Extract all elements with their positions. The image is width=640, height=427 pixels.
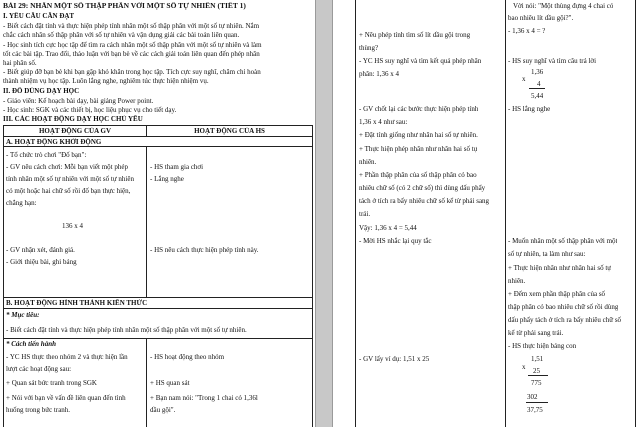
teacher-text: thùng?	[359, 44, 379, 52]
calc2-factor-2: 25	[533, 367, 540, 375]
student-text: - 1,36 x 4 = ?	[508, 27, 546, 35]
student-text: - HS tham gia chơi	[150, 163, 204, 171]
teacher-text: - Tổ chức trò chơi "Đố bạn":	[6, 151, 87, 159]
example-expression: 136 x 4	[62, 222, 83, 230]
calc2-partial-1: 775	[531, 379, 542, 387]
student-text: - HS suy nghĩ và tìm câu trả lời	[508, 57, 597, 65]
teacher-text: - Giới thiệu bài, ghi bảng	[6, 258, 77, 266]
times-sign: x	[522, 363, 526, 371]
section-activities: III. CÁC HOẠT ĐỘNG DẠY HỌC CHỦ YẾU	[3, 115, 143, 123]
student-text: - Lắng nghe	[150, 175, 184, 183]
student-text: bao nhiêu lít dầu gội?".	[508, 14, 574, 22]
student-text: - HS lắng nghe	[508, 105, 551, 113]
material-line: - Giáo viên: Kế hoạch bài dạy, bài giảng Power point.	[3, 97, 154, 105]
student-text: nhiên.	[508, 277, 526, 285]
teacher-text: - GV chốt lại các bước thực hiện phép tính	[359, 105, 479, 113]
objective-line: - Biết cách đặt tính và thực hiện phép tính nhân một số thập phân với một số tự nhiên. Nắm	[3, 22, 260, 30]
teacher-text: trái.	[359, 210, 371, 218]
teacher-text: lượt các hoạt động sau:	[6, 365, 72, 373]
teacher-text: tính nhân một số tự nhiên với một số tự nhiên	[6, 175, 134, 183]
left-page	[0, 0, 316, 427]
teacher-text: Vậy: 1,36 x 4 = 5,44	[359, 224, 417, 232]
student-text: + Đếm xem phần thập phân của số	[508, 290, 606, 298]
teacher-text: + Quan sát bức tranh trong SGK	[6, 379, 97, 387]
calc1-result: 5,44	[531, 92, 544, 100]
teacher-text: - GV lấy ví dụ: 1,51 x 25	[359, 355, 430, 363]
objective-line: - Học sinh tích cực học tập để tìm ra cách nhân một số thập phân với một số tự nhiên và làm	[3, 41, 262, 49]
teacher-text: + Nói với bạn về vấn đề liên quan đến tình	[6, 394, 126, 402]
calc2-factor-1: 1,51	[531, 355, 544, 363]
goal-text: - Biết cách đặt tính và thực hiện phép tính nhân một số thập phân với một số tự nhiên.	[6, 326, 247, 334]
student-text: - HS hoạt động theo nhóm	[150, 353, 225, 361]
table-header-student: HOẠT ĐỘNG CỦA HS	[194, 127, 265, 135]
part-b-heading: B. HOẠT ĐỘNG HÌNH THÀNH KIẾN THỨC	[6, 299, 148, 307]
times-sign: x	[522, 75, 526, 83]
teacher-text: nhiêu chữ số (có 2 chữ số) thì dùng dấu phẩy	[359, 184, 486, 192]
section-objectives: I. YÊU CẦU CẦN ĐẠT	[3, 12, 75, 20]
objective-line: tốt các bài tập. Trao đổi, thảo luận với bạn bè về các cách giải toán liên quan đến phép nhân	[3, 50, 260, 58]
student-text: thập phân có bao nhiêu chữ số rồi dùng	[508, 303, 619, 311]
procedure-heading: * Cách tiến hành	[6, 340, 56, 348]
objective-line: thành nhiệm vụ học tập. Luôn lắng nghe, nghiêm túc thực hiện nhiệm vụ.	[3, 77, 209, 85]
student-text: kể từ phải sang trái.	[508, 329, 564, 337]
material-line: - Học sinh: SGK và các thiết bị, học liệu phục vụ cho tiết dạy.	[3, 106, 177, 114]
calc2-result: 37,75	[527, 406, 543, 414]
teacher-text: + Nêu phép tính tìm số lít dầu gội trong	[359, 31, 471, 39]
teacher-text: nhiên.	[359, 158, 377, 166]
student-text: - HS thực hiện bảng con	[508, 342, 577, 350]
objective-line: - Biết giúp đỡ bạn bè khi bạn gặp khó khăn trong học tập. Tích cực suy nghĩ, chăm chỉ hoàn	[3, 68, 261, 76]
calc1-factor-2: 4	[537, 80, 541, 88]
student-text: - Muốn nhân một số thập phân với một	[508, 237, 618, 245]
lesson-title: BÀI 29: NHÂN MỘT SỐ THẬP PHÂN VỚI MỘT SỐ TỰ NHIÊN (TIẾT 1)	[3, 2, 246, 10]
teacher-text: có một hoặc hai chữ số rồi đố bạn thực hiện,	[6, 187, 131, 195]
student-text: - HS nêu cách thực hiện phép tính này.	[150, 246, 259, 254]
objective-line: hai phân số.	[3, 59, 37, 67]
teacher-text: 1,36 x 4 như sau:	[359, 118, 408, 126]
teacher-text: - GV nêu cách chơi: Mỗi bạn viết một phép	[6, 163, 128, 171]
student-text: + Thực hiện nhân như nhân hai số tự	[508, 264, 612, 272]
right-page	[332, 0, 640, 427]
calc1-factor-1: 1,36	[531, 68, 544, 76]
objective-line: chắc cách nhân số thập phân với số tự nhiên và vận dụng giải các bài toán liên quan.	[3, 31, 240, 39]
teacher-text: - YC HS thực theo nhóm 2 và thực hiện lần	[6, 353, 128, 361]
teacher-text: + Phần thập phân của số thập phân có bao	[359, 171, 477, 179]
teacher-text: huống trong bức tranh.	[6, 406, 71, 414]
teacher-text: phân: 1,36 x 4	[359, 70, 400, 78]
teacher-text: + Thực hiện phép nhân như nhân hai số tự	[359, 145, 478, 153]
teacher-text: - Mời HS nhắc lại quy tắc	[359, 237, 432, 245]
student-text: dấu phẩy tách ở tích ra bấy nhiêu chữ số	[508, 316, 622, 324]
teacher-text: + Đặt tính giống như nhân hai số tự nhiên.	[359, 131, 478, 139]
teacher-text: chẳng hạn:	[6, 199, 37, 207]
teacher-text: tách ở tích ra bấy nhiêu chữ số kể từ phải sang	[359, 197, 490, 205]
student-text: + HS quan sát	[150, 379, 190, 387]
student-text: Vời nói: "Một thùng đựng 4 chai có	[513, 2, 614, 10]
student-text: số tự nhiên, ta làm như sau:	[508, 250, 586, 258]
calc2-partial-2: 302	[527, 393, 538, 401]
section-materials: II. ĐỒ DÙNG DẠY HỌC	[3, 87, 80, 95]
part-a-heading: A. HOẠT ĐỘNG KHỞI ĐỘNG	[6, 138, 102, 146]
table-header-teacher: HOẠT ĐỘNG CỦA GV	[38, 127, 112, 135]
teacher-text: - GV nhận xét, đánh giá.	[6, 246, 75, 254]
teacher-text: - YC HS suy nghĩ và tìm kết quả phép nhân	[359, 57, 482, 65]
goal-heading: * Mục tiêu:	[6, 311, 40, 319]
student-text: dầu gội".	[150, 406, 176, 414]
student-text: + Bạn nam nói: "Trong 1 chai có 1,36l	[150, 394, 258, 402]
